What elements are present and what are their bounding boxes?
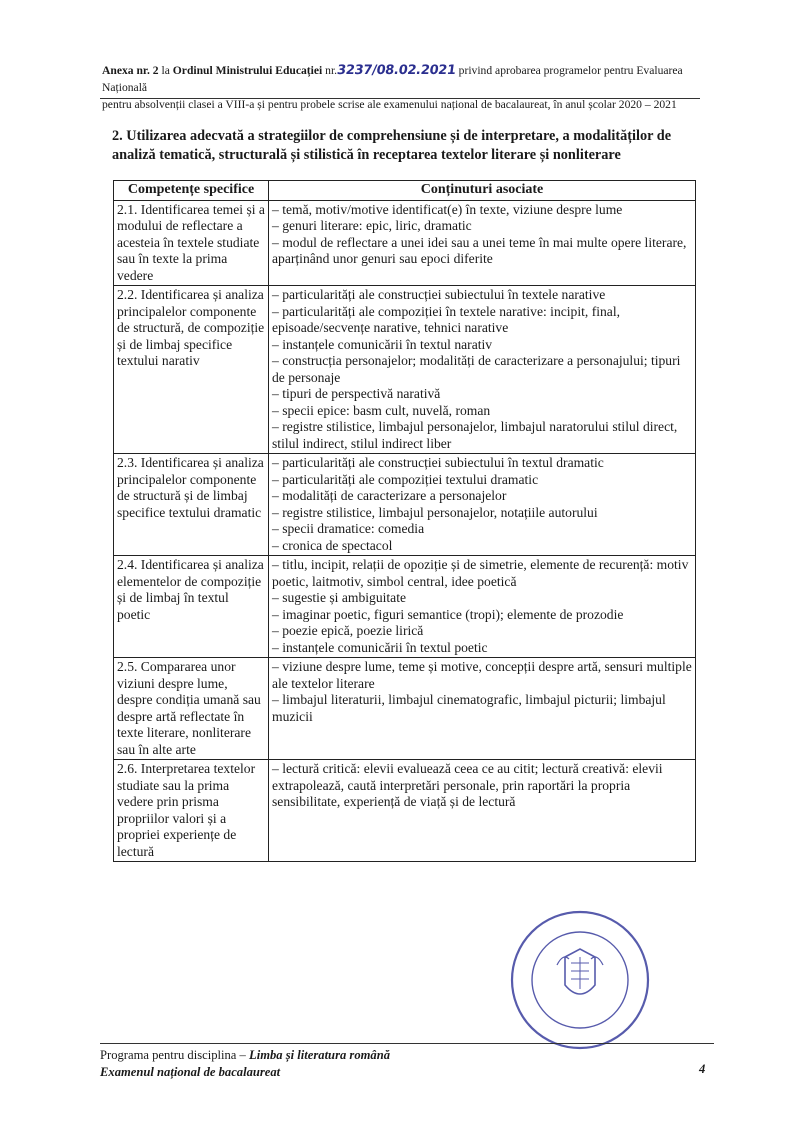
content-item: – specii epice: basm cult, nuvelă, roman (272, 402, 491, 418)
content-item: – instanțele comunicării în textul narativ (272, 336, 493, 352)
header-line1-rest: privind aprobarea programelor pentru Evaluarea Națională (102, 64, 683, 94)
content-item: – construcția personajelor; modalități de caracterizare a personajului; tipuri de personaje (272, 353, 681, 385)
section-title: 2. Utilizarea adecvată a strategiilor de comprehensiune și de interpretare, a modalităților de analiză tematică, structurală și stilistică în receptarea textelor literare și nonliterare (112, 128, 672, 163)
competence-cell: 2.3. Identificarea și analiza principalelor componente de structură și de limbaj specifice textului dramatic (114, 454, 269, 556)
contents-cell (269, 200, 696, 286)
footer-subject: Limba și literatura română (249, 1048, 391, 1062)
ministry-stamp (505, 905, 655, 1055)
content-item: – temă, motiv/motive identificat(e) în texte, viziune despre lume (272, 201, 623, 217)
content-item: – poezie epică, poezie lirică (272, 623, 424, 638)
content-item: – titlu, incipit, relații de opoziție și de simetrie, elemente de recurență: motiv poetic, laitmotiv, simbol central, idee poetică (272, 557, 689, 589)
contents-cell (269, 658, 696, 760)
table-body (114, 200, 696, 862)
column-header-competences: Competențe specifice (114, 181, 269, 201)
competence-cell: 2.5. Compararea unor viziuni despre lume, despre condiția umană sau despre artă reflectate în texte literare, nonliterare sau în alte arte (114, 658, 269, 760)
content-item: – imaginar poetic, figuri semantice (tropi); elemente de prozodie (272, 606, 624, 622)
header-line2: pentru absolvenții clasei a VIII-a și pentru probele scrise ale examenului național de bacalaureat, în anul școlar 2020 – 2021 (102, 98, 677, 111)
content-item: – particularități ale construcției subiectului în textele narative (272, 287, 606, 302)
column-header-contents: Conținuturi asociate (269, 181, 696, 201)
competence-cell: 2.6. Interpretarea textelor studiate sau la prima vedere prin prisma propriilor valori și a propriei experiențe de lectură (114, 760, 269, 862)
content-item: – lectură critică: elevii evaluează ceea ce au citit; lectură creativă: elevii extrapolează, caută interpretări personale, prin raportări la propria sensibilitate, experiență de viață și de lectură (272, 761, 663, 809)
footer-exam-name: Examenul național de bacalaureat (100, 1065, 281, 1079)
nr-prefix: nr. (325, 64, 338, 77)
content-item: – modul de reflectare a unei idei sau a unei teme în mai multe opere literare, aparținând unor genuri sau epoci diferite (272, 234, 687, 266)
table-row (114, 200, 696, 286)
la-word: la (161, 64, 170, 77)
annex-label: Anexa nr. 2 (102, 64, 159, 77)
competences-table (113, 180, 696, 862)
content-item: – modalități de caracterizare a personajelor (272, 488, 507, 503)
contents-cell (269, 556, 696, 658)
content-item: – specii dramatice: comedia (272, 521, 425, 536)
content-item: – viziune despre lume, teme și motive, concepții despre artă, sensuri multiple ale textelor literare (272, 659, 692, 691)
document-header (102, 62, 690, 113)
content-item: – particularități ale compoziției în textele narative: incipit, final, episoade/secvențe narative, tehnici narative (272, 303, 621, 335)
competence-cell: 2.4. Identificarea și analiza elementelor de compoziție și de limbaj în textul poetic (114, 556, 269, 658)
document-footer (100, 1047, 390, 1081)
content-item: – sugestie și ambiguitate (272, 590, 407, 605)
page-number: 4 (699, 1062, 706, 1076)
content-item: – cronica de spectacol (272, 537, 393, 553)
table-row (114, 760, 696, 862)
contents-cell (269, 286, 696, 454)
table-row (114, 454, 696, 556)
content-item: – particularități ale compoziției textului dramatic (272, 471, 539, 487)
footer-subject-prefix: Programa pentru disciplina – (100, 1048, 246, 1062)
table-row (114, 556, 696, 658)
content-item: – registre stilistice, limbajul personajelor, notațiile autorului (272, 504, 598, 520)
table-header-row (114, 181, 696, 201)
footer-divider (100, 1043, 714, 1044)
content-item: – tipuri de perspectivă narativă (272, 386, 441, 401)
competence-cell: 2.2. Identificarea și analiza principalelor componente de structură, de compoziție și de limbaj specifice textului narativ (114, 286, 269, 454)
stamp-graphic (512, 912, 648, 1048)
content-item: – particularități ale construcției subiectului în textul dramatic (272, 455, 604, 470)
handwritten-order-number: 3237/08.02.2021 (336, 63, 457, 78)
table-row (114, 286, 696, 454)
competence-cell: 2.1. Identificarea temei și a modului de reflectare a acesteia în textele studiate sau în texte la prima vedere (114, 200, 269, 286)
contents-cell (269, 454, 696, 556)
content-item: – genuri literare: epic, liric, dramatic (272, 218, 472, 233)
content-item: – registre stilistice, limbajul personajelor, limbajul naratorului stilul direct, stilul indirect, stilul indirect liber (272, 419, 678, 451)
header-divider (100, 98, 700, 99)
order-label: Ordinul Ministrului Educației (172, 64, 323, 77)
contents-cell (269, 760, 696, 862)
content-item: – limbajul literaturii, limbajul cinematografic, limbajul picturii; limbajul muzicii (272, 692, 666, 724)
table-row (114, 658, 696, 760)
content-item: – instanțele comunicării în textul poetic (272, 639, 488, 655)
